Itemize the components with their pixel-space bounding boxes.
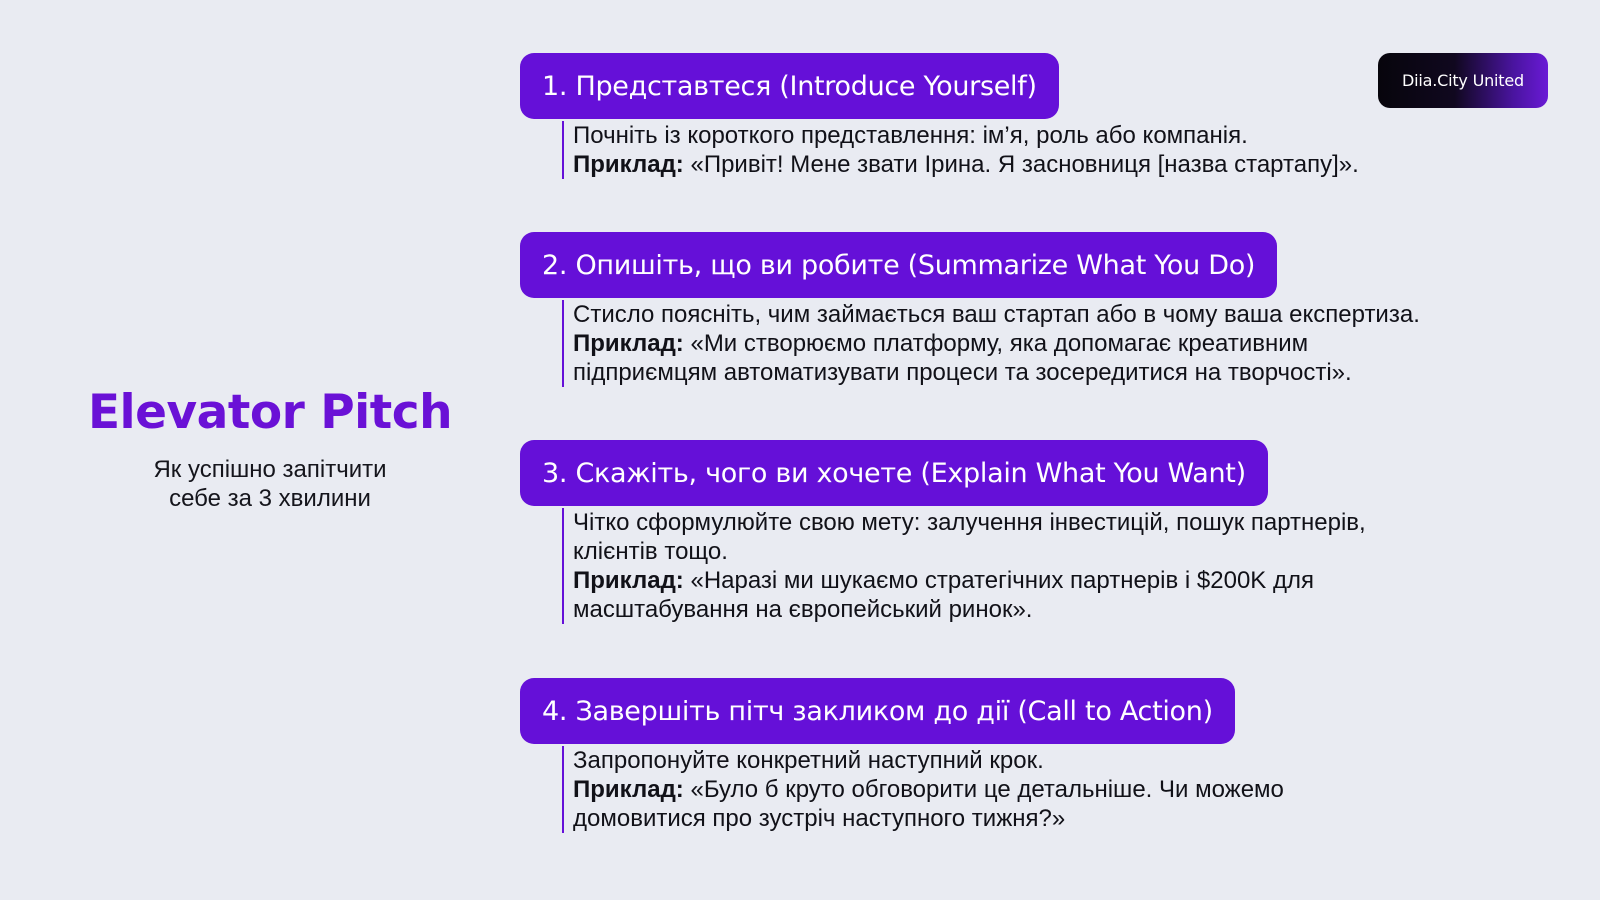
step-3-heading: 3. Скажіть, чого ви хочете (Explain What You Want) bbox=[520, 440, 1268, 506]
example-label: Приклад: bbox=[573, 567, 684, 594]
page-title: Elevator Pitch bbox=[87, 385, 453, 440]
step-4-body bbox=[562, 746, 1383, 833]
brand-badge: Diia.City United bbox=[1378, 53, 1548, 108]
step-4-example bbox=[573, 775, 1383, 833]
step-2-description: Стисло поясніть, чим займається ваш стартап або в чому ваша експертиза. bbox=[573, 301, 1420, 328]
example-text: «Було б круто обговорити це детальніше. Чи можемо домовитися про зустріч наступного тижня?» bbox=[573, 776, 1284, 832]
step-4-heading: 4. Завершіть пітч закликом до дії (Call to Action) bbox=[520, 678, 1235, 744]
step-1-body bbox=[562, 121, 1533, 179]
step-2-example bbox=[573, 329, 1453, 387]
step-2-body bbox=[562, 300, 1553, 387]
step-1-heading: 1. Представтеся (Introduce Yourself) bbox=[520, 53, 1059, 119]
title-block bbox=[60, 385, 480, 513]
example-text: «Привіт! Мене звати Ірина. Я засновниця [назва стартапу]». bbox=[690, 151, 1359, 178]
example-text: «Ми створюємо платформу, яка допомагає креативним підприємцям автоматизувати процеси та зосередитися на творчості». bbox=[573, 330, 1352, 386]
step-4-description: Запропонуйте конкретний наступний крок. bbox=[573, 747, 1044, 774]
example-label: Приклад: bbox=[573, 151, 684, 178]
example-label: Приклад: bbox=[573, 776, 684, 803]
step-1-example bbox=[573, 150, 1533, 179]
page-subtitle: Як успішно запітчити себе за 3 хвилини bbox=[153, 456, 387, 512]
step-3-description: Чітко сформулюйте свою мету: залучення інвестицій, пошук партнерів, клієнтів тощо. bbox=[573, 509, 1366, 565]
step-3-example bbox=[573, 566, 1403, 624]
example-text: «Наразі ми шукаємо стратегічних партнерів і $200K для масштабування на європейський ринок». bbox=[573, 567, 1314, 623]
step-3-body bbox=[562, 508, 1403, 624]
step-1-description: Почніть із короткого представлення: ім’я, роль або компанія. bbox=[573, 122, 1248, 149]
example-label: Приклад: bbox=[573, 330, 684, 357]
step-2-heading: 2. Опишіть, що ви робите (Summarize What You Do) bbox=[520, 232, 1277, 298]
